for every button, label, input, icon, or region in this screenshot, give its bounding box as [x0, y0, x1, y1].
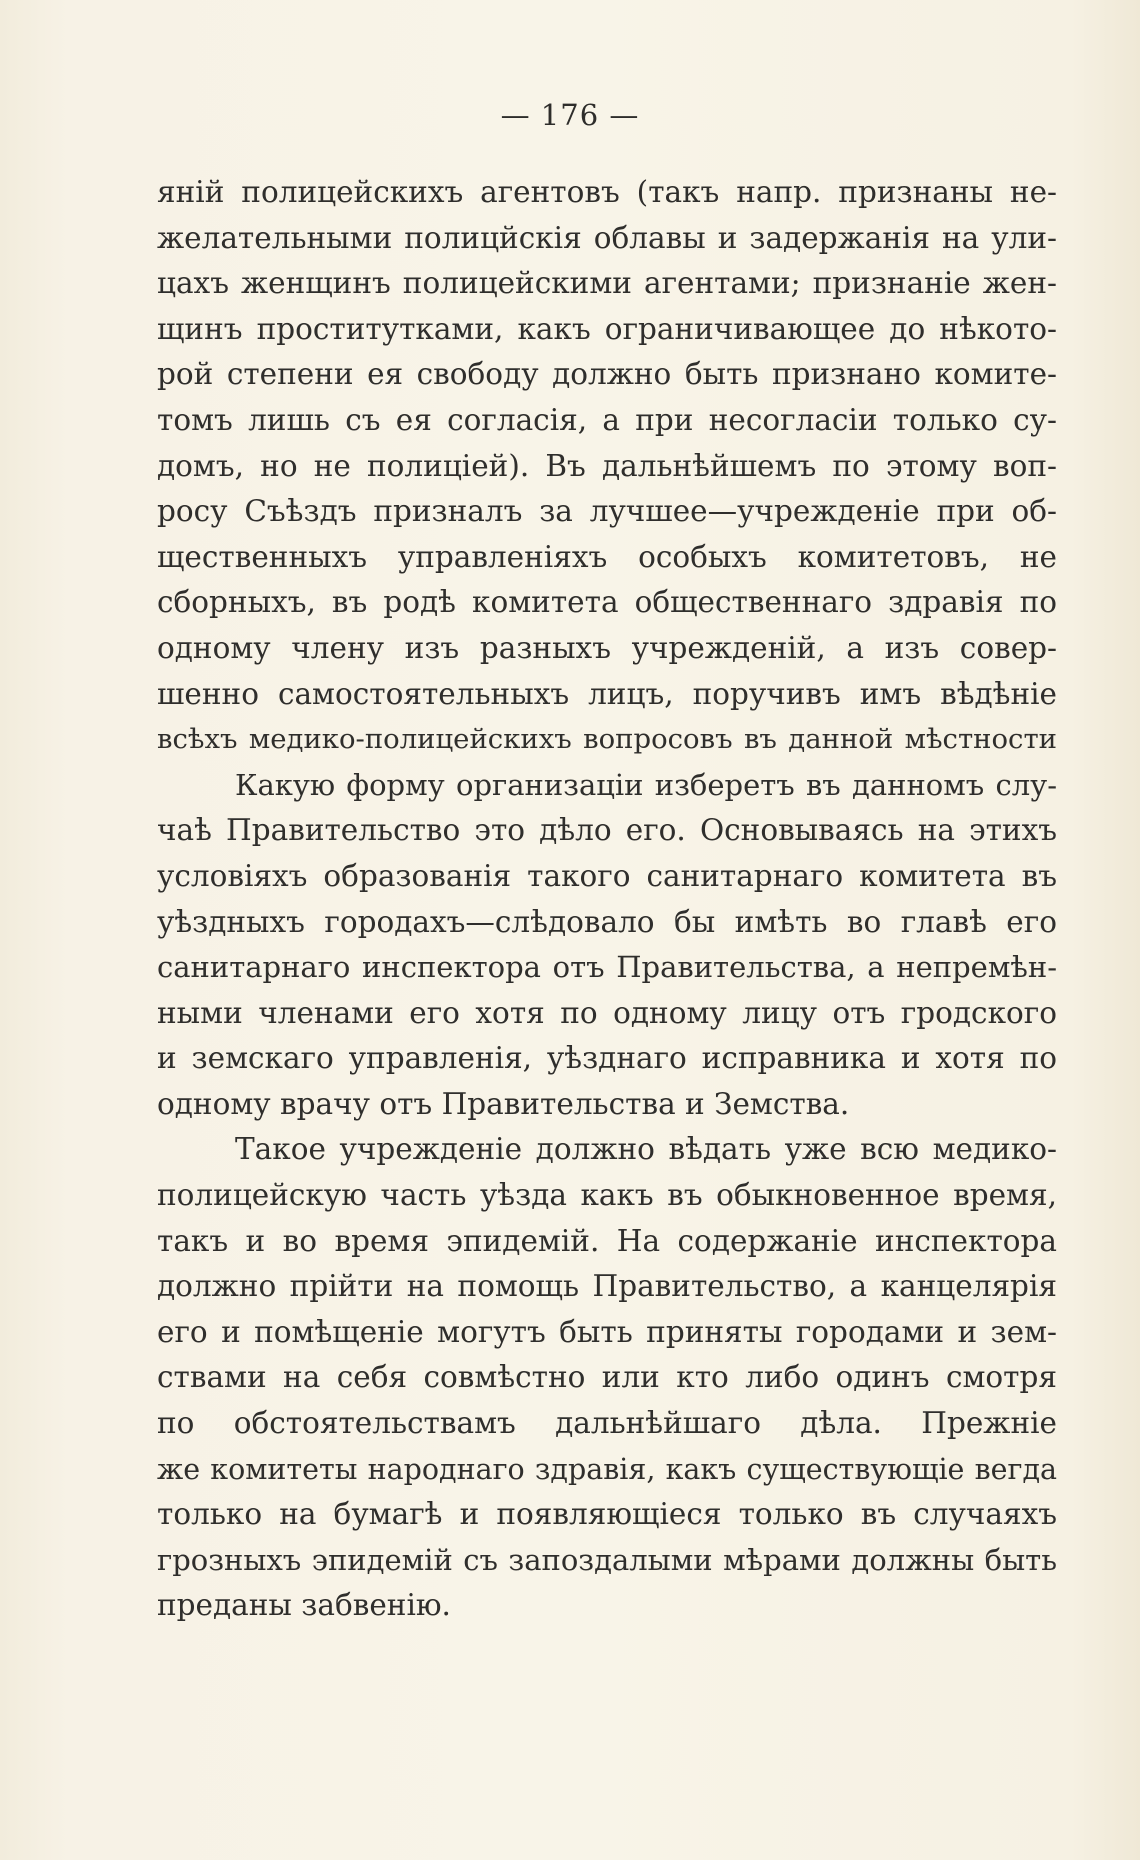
text-line: уѣздныхъ городахъ—слѣдовало бы имѣть во главѣ его: [157, 904, 1057, 939]
text-line: домъ, но не полиціей). Въ дальнѣйшемъ по этому воп-: [157, 448, 1057, 483]
body-text: [157, 170, 1057, 1629]
text-line: цахъ женщинъ полицейскими агентами; признаніе жен-: [157, 266, 1057, 301]
text-line: яній полицейскихъ агентовъ (такъ напр. признаны не-: [157, 175, 1057, 209]
text-line: одному члену изъ разныхъ учрежденій, а изъ совер-: [157, 630, 1057, 665]
text-line: щественныхъ управленіяхъ особыхъ комитетовъ, не: [157, 539, 1057, 574]
text-line: рой степени ея свободу должно быть признано комите-: [157, 357, 1057, 392]
text-line: только на бумагѣ и появляющіеся только въ случаяхъ: [157, 1497, 1057, 1532]
text-line: ствами на себя совмѣстно или кто либо одинъ смотря: [157, 1360, 1057, 1395]
text-line: томъ лишь съ ея согласія, а при несогласіи только су-: [157, 402, 1057, 437]
text-line: полицейскую часть уѣзда какъ въ обыкновенное время,: [157, 1178, 1057, 1213]
text-line: желательными полицйскія облавы и задержанія на ули-: [157, 220, 1057, 255]
text-line: чаѣ Правительство это дѣло его. Основываясь на этихъ: [157, 813, 1057, 848]
text-line: и земскаго управленія, уѣзднаго исправника и хотя по: [157, 1041, 1057, 1076]
text-line: санитарнаго инспектора отъ Правительства, а непремѣн-: [157, 950, 1057, 985]
text-line: шенно самостоятельныхъ лицъ, поручивъ имъ вѣдѣніе: [157, 676, 1057, 711]
page-number: — 176 —: [500, 98, 640, 132]
text-line: его и помѣщеніе могутъ быть приняты городами и зем-: [157, 1314, 1057, 1349]
text-line: одному врачу отъ Правительства и Земства.: [157, 1086, 850, 1121]
text-line: всѣхъ медико-полицейскихъ вопросовъ въ данной мѣстности: [157, 723, 1057, 756]
text-line: грозныхъ эпидемій съ запоздалыми мѣрами должны быть: [157, 1542, 1057, 1577]
text-line: условіяхъ образованія такого санитарнаго комитета въ: [157, 858, 1057, 893]
text-line: преданы забвенію.: [157, 1588, 451, 1623]
text-line: Такое учрежденіе должно вѣдать уже всю медико-: [235, 1132, 1057, 1167]
text-line: Какую форму организаціи изберетъ въ данномъ слу-: [235, 767, 1057, 802]
text-line: по обстоятельствамъ дальнѣйшаго дѣла. Прежніе: [157, 1406, 1057, 1441]
text-line: же комитеты народнаго здравія, какъ существующіе вегда: [157, 1452, 1057, 1486]
text-line: росу Съѣздъ призналъ за лучшее—учрежденіе при об-: [157, 494, 1057, 529]
text-line: щинъ проститутками, какъ ограничивающее до нѣкото-: [157, 311, 1057, 346]
text-line: сборныхъ, въ родѣ комитета общественнаго здравія по: [157, 585, 1057, 620]
text-line: такъ и во время эпидемій. На содержаніе инспектора: [157, 1223, 1057, 1258]
text-line: должно прійти на помощь Правительство, а канцелярія: [157, 1269, 1057, 1304]
text-line: ными членами его хотя по одному лицу отъ гродского: [157, 995, 1057, 1030]
